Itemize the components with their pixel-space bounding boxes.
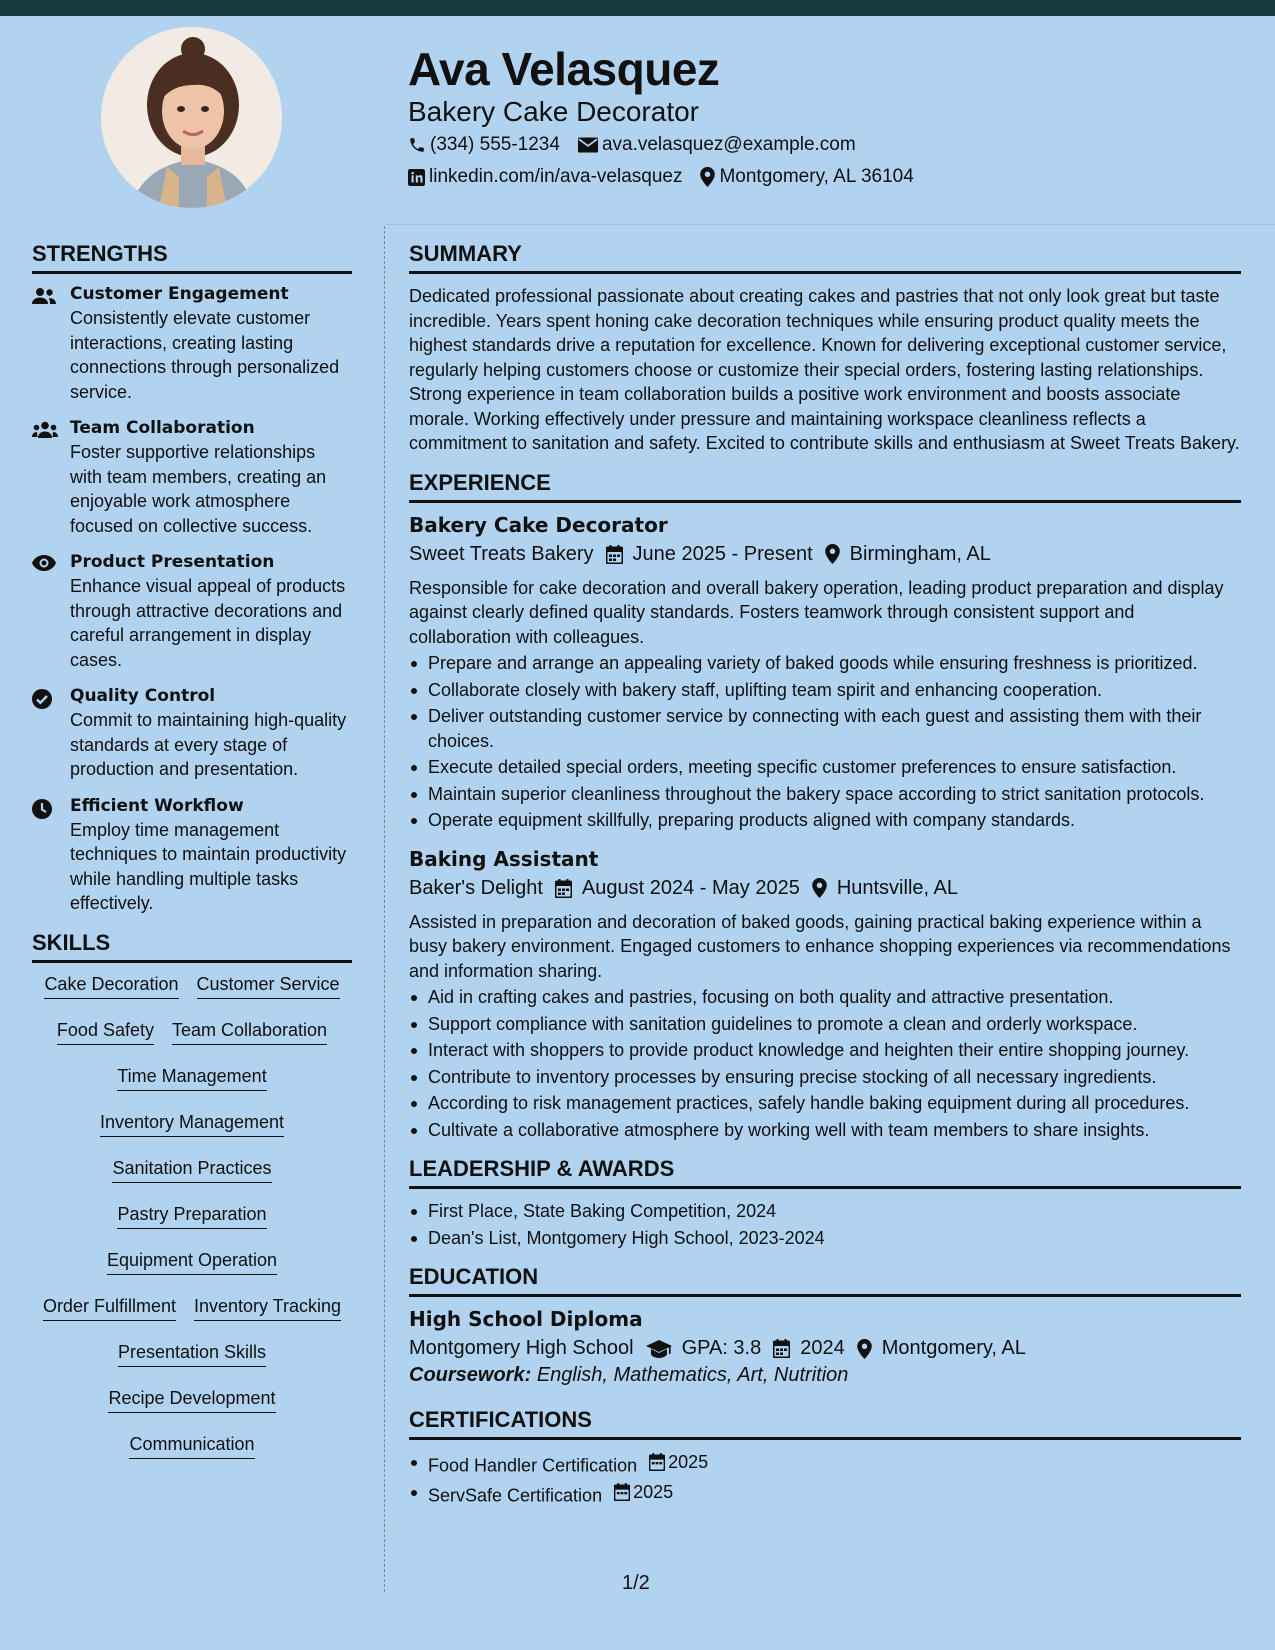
bullet-item: Contribute to inventory processes by ensuring precise stocking of all necessary ingredients. xyxy=(409,1065,1241,1090)
experience-heading: EXPERIENCE xyxy=(409,470,1241,503)
candidate-role: Bakery Cake Decorator xyxy=(408,96,700,127)
summary-heading: SUMMARY xyxy=(409,241,1241,274)
job-description: Assisted in preparation and decoration of baked goods, gaining practical baking experience within a busy bakery environment. Engaged customers to enhance shopping experiences via recommendations and information sharing. xyxy=(409,911,1231,981)
certification-item xyxy=(409,1480,1241,1508)
calendar-icon xyxy=(649,1453,665,1471)
skill-tag: Inventory Tracking xyxy=(194,1295,341,1321)
strength-title: Efficient Workflow xyxy=(70,795,244,816)
job-description: Responsible for cake decoration and overall bakery operation, leading product preparation and display against clearly defined quality standards. Fosters teamwork through consistent support and collaboration with colleagues. xyxy=(409,577,1224,647)
certification-name: Food Handler Certification xyxy=(428,1455,638,1476)
header-separator xyxy=(385,224,1275,225)
certification-year: 2025 xyxy=(633,1481,674,1502)
job-meta xyxy=(409,877,1241,900)
job-title: Bakery Cake Decorator xyxy=(409,512,668,537)
bullet-item: Collaborate closely with bakery staff, uplifting team spirit and enhancing cooperation. xyxy=(409,678,1241,703)
location-contact xyxy=(700,166,913,188)
skill-tag: Recipe Development xyxy=(108,1387,275,1413)
strength-description: Foster supportive relationships with team members, creating an enjoyable work atmosphere focused on collective success. xyxy=(70,442,327,536)
job-location: Huntsville, AL xyxy=(836,876,958,899)
job-meta xyxy=(409,543,1241,566)
envelope-icon xyxy=(578,137,598,153)
skills-section xyxy=(32,930,352,1479)
candidate-name: Ava Velasquez xyxy=(408,43,720,95)
awards-heading: LEADERSHIP & AWARDS xyxy=(409,1156,1241,1189)
linkedin-text: linkedin.com/in/ava-velasquez xyxy=(429,166,683,187)
team-icon xyxy=(32,421,58,439)
strength-item xyxy=(32,796,352,916)
map-pin-icon xyxy=(812,878,827,898)
summary-text: Dedicated professional passionate about creating cakes and pastries that not only look great but taste incredible. Years spent honing cake decoration techniques while ensuring product quality meets the highest standards drive a reputation for excellence. Known for delivering exceptional customer service, regularly helping customers choose or customize their special orders, fostering lasting relationships. Strong experience in team collaboration builds a positive work environment and boosts associate morale. Working effectively under pressure and maintaining workspace cleanliness reflects a commitment to sanitation and safety. Excited to contribute skills and enthusiasm at Sweet Treats Bakery. xyxy=(409,286,1240,453)
education-meta xyxy=(409,1337,1241,1360)
job-company: Sweet Treats Bakery xyxy=(409,542,594,565)
awards-section xyxy=(409,1156,1241,1250)
location-text: Montgomery, AL 36104 xyxy=(719,166,914,187)
coursework xyxy=(409,1364,1241,1387)
degree-title: High School Diploma xyxy=(409,1307,643,1331)
eye-icon xyxy=(32,555,56,571)
job-title: Baking Assistant xyxy=(409,846,599,871)
bullet-item: Prepare and arrange an appealing variety of baked goods while ensuring freshness is prioritized. xyxy=(409,651,1241,676)
strength-item xyxy=(32,552,352,672)
skill-list xyxy=(32,973,352,1479)
job-company: Baker's Delight xyxy=(409,876,543,899)
skill-tag: Order Fulfillment xyxy=(43,1295,176,1321)
job-dates: June 2025 - Present xyxy=(632,542,813,565)
calendar-icon xyxy=(555,879,572,898)
strength-description: Enhance visual appeal of products through attractive decorations and careful arrangement in display cases. xyxy=(70,576,346,670)
job-entry xyxy=(409,847,1241,1143)
bullet-item: Cultivate a collaborative atmosphere by working well with team members to share insights. xyxy=(409,1118,1241,1143)
bullet-item: According to risk management practices, safely handle baking equipment during all procedures. xyxy=(409,1091,1241,1116)
skill-tag: Customer Service xyxy=(197,973,340,999)
school-name: Montgomery High School xyxy=(409,1337,634,1359)
job-entry xyxy=(409,513,1241,833)
calendar-icon xyxy=(606,545,623,564)
certification-name: ServSafe Certification xyxy=(428,1485,603,1505)
skill-tag: Equipment Operation xyxy=(107,1249,277,1275)
bullet-item: Support compliance with sanitation guidelines to promote a clean and orderly workspace. xyxy=(409,1012,1241,1037)
strengths-heading: STRENGTHS xyxy=(32,241,352,274)
linkedin-contact[interactable] xyxy=(408,166,682,188)
strength-item xyxy=(32,686,352,782)
bullet-item: Execute detailed special orders, meeting specific customer preferences to ensure satisfaction. xyxy=(409,755,1241,780)
award-item: Dean's List, Montgomery High School, 2023-2024 xyxy=(409,1226,1241,1251)
bullet-item: Maintain superior cleanliness throughout the bakery space according to strict sanitation protocols. xyxy=(409,782,1241,807)
calendar-icon xyxy=(614,1483,630,1501)
skill-tag: Inventory Management xyxy=(100,1111,284,1137)
skill-tag: Sanitation Practices xyxy=(112,1157,271,1183)
phone-text: (334) 555-1234 xyxy=(430,134,560,155)
skill-tag: Pastry Preparation xyxy=(117,1203,266,1229)
strength-title: Product Presentation xyxy=(70,552,275,572)
strength-description: Consistently elevate customer interactions, creating lasting connections through personalized service. xyxy=(70,308,340,402)
job-location: Birmingham, AL xyxy=(849,542,991,565)
left-column xyxy=(32,241,352,1479)
experience-section xyxy=(409,470,1241,1143)
strength-title: Team Collaboration xyxy=(70,418,255,438)
award-item: First Place, State Baking Competition, 2024 xyxy=(409,1199,1241,1224)
skills-heading: SKILLS xyxy=(32,930,352,963)
calendar-icon xyxy=(773,1339,790,1358)
graduation-cap-icon xyxy=(646,1340,672,1358)
column-divider xyxy=(384,226,385,1592)
strength-title: Quality Control xyxy=(70,686,216,706)
strength-item xyxy=(32,284,352,404)
skill-tag: Team Collaboration xyxy=(172,1019,327,1045)
clock-icon xyxy=(32,799,52,819)
map-pin-icon xyxy=(700,167,715,187)
users-icon xyxy=(32,287,56,305)
strength-description: Employ time management techniques to maintain productivity while handling multiple tasks effectively. xyxy=(70,819,347,913)
page-number: 1/2 xyxy=(622,1572,650,1594)
job-bullets xyxy=(409,651,1241,833)
certification-item xyxy=(409,1450,1241,1478)
school-location: Montgomery, AL xyxy=(881,1337,1026,1359)
certifications-list xyxy=(409,1450,1241,1508)
certifications-heading: CERTIFICATIONS xyxy=(409,1407,1241,1440)
check-circle-icon xyxy=(32,689,52,709)
right-column xyxy=(409,241,1241,1522)
linkedin-icon xyxy=(408,169,425,186)
phone-icon xyxy=(408,136,426,154)
contact-row-1 xyxy=(408,134,874,156)
education-section xyxy=(409,1264,1241,1387)
coursework-list: English, Mathematics, Art, Nutrition xyxy=(536,1364,849,1386)
avatar xyxy=(101,27,282,208)
email-text: ava.velasquez@example.com xyxy=(601,134,856,155)
awards-list xyxy=(409,1199,1241,1250)
strength-item xyxy=(32,418,352,538)
bullet-item: Interact with shoppers to provide product knowledge and heighten their entire shopping journey. xyxy=(409,1038,1241,1063)
graduation-year: 2024 xyxy=(800,1337,845,1359)
bullet-item: Operate equipment skillfully, preparing products aligned with company standards. xyxy=(409,808,1241,833)
map-pin-icon xyxy=(857,1339,872,1359)
contact-row-2 xyxy=(408,166,932,188)
skill-tag: Presentation Skills xyxy=(118,1341,266,1367)
job-bullets xyxy=(409,985,1241,1142)
top-bar xyxy=(0,0,1275,16)
email-contact[interactable] xyxy=(578,134,856,156)
skill-tag: Food Safety xyxy=(57,1019,154,1045)
strength-description: Commit to maintaining high-quality standards at every stage of production and presentation. xyxy=(70,710,347,779)
skill-tag: Time Management xyxy=(117,1065,266,1091)
phone-contact[interactable] xyxy=(408,134,560,156)
gpa-text: GPA: 3.8 xyxy=(681,1337,762,1359)
bullet-item: Aid in crafting cakes and pastries, focusing on both quality and attractive presentation. xyxy=(409,985,1241,1010)
job-dates: August 2024 - May 2025 xyxy=(581,876,800,899)
strength-title: Customer Engagement xyxy=(70,284,289,304)
summary-section xyxy=(409,241,1241,456)
coursework-label: Coursework: xyxy=(409,1364,532,1386)
map-pin-icon xyxy=(825,544,840,564)
certification-year: 2025 xyxy=(668,1452,709,1472)
certifications-section xyxy=(409,1407,1241,1508)
skill-tag: Cake Decoration xyxy=(44,973,178,999)
bullet-item: Deliver outstanding customer service by connecting with each guest and assisting them with their choices. xyxy=(409,704,1241,753)
education-heading: EDUCATION xyxy=(409,1264,1241,1297)
skill-tag: Communication xyxy=(129,1433,254,1459)
